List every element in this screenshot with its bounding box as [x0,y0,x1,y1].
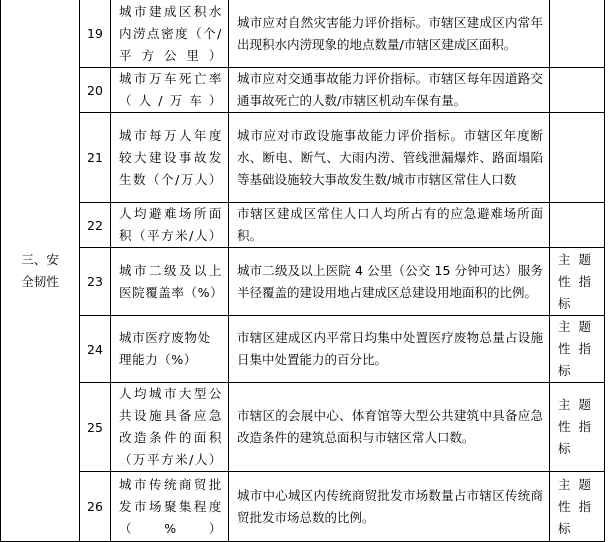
row-number: 22 [80,203,111,248]
row-number: 23 [80,248,111,316]
row-number: 20 [80,68,111,113]
indicator-type [550,316,605,383]
table-row [1,472,605,542]
indicator-name: 城市建成区积水内涝点密度（个/平方公里） [111,0,229,68]
indicator-definition: 市辖区建成区内平常日均集中处置医疗废物总量占设施日集中处置能力的百分比。 [229,316,550,383]
table-row [1,383,605,472]
indicator-name: 城市万车死亡率（人/万车） [111,68,229,113]
indicator-definition: 市辖区建成区常住人口人均所占有的应急避难场所面积。 [229,203,550,248]
indicator-name: 城市每万人年度较大建设事故发生数（个/万人） [111,113,229,203]
indicator-name: 人均避难场所面积（平方米/人） [111,203,229,248]
indicator-name: 人均城市大型公共设施具备应急改造条件的面积（万平方米/人） [111,383,229,472]
indicator-type [550,0,605,68]
row-number: 21 [80,113,111,203]
category-label: 三、安全韧性 [21,251,59,289]
indicator-definition: 城市应对交通事故能力评价指标。市辖区每年因道路交通事故死亡的人数/市辖区机动车保有量。 [229,68,550,113]
table-row [1,68,605,113]
indicator-type-label: 主 题 性 指 标 [558,476,591,536]
table-row [1,113,605,203]
table-row [1,0,605,68]
table-row [1,203,605,248]
indicator-type [550,472,605,542]
row-number: 19 [80,0,111,68]
table-row [1,248,605,316]
indicator-definition: 城市应对自然灾害能力评价指标。市辖区建成区内常年出现积水内涝现象的地点数量/市辖区建成区面积。 [229,0,550,68]
row-number: 25 [80,383,111,472]
indicator-type [550,68,605,113]
row-number: 24 [80,316,111,383]
indicator-type [550,203,605,248]
indicator-type-label: 主 题 性 指 标 [558,251,591,311]
category-cell [1,0,80,542]
indicator-type-label: 主 题 性 指 标 [558,397,591,456]
indicator-type-label: 主 题 性 指 标 [558,319,591,378]
indicator-definition: 城市二级及以上医院 4 公里（公交 15 分钟可达）服务半径覆盖的建设用地占建成区总建设用地面积的比例。 [229,248,550,316]
indicator-definition: 市辖区的会展中心、体育馆等大型公共建筑中具备应急改造条件的建筑总面积与市辖区常人口数。 [229,383,550,472]
indicator-type [550,383,605,472]
indicator-name: 城市传统商贸批发市场聚集程度（%） [111,472,229,542]
indicator-type [550,113,605,203]
indicator-type [550,248,605,316]
table-row [1,316,605,383]
indicator-name: 城市医疗废物处理能力（%） [111,316,229,383]
indicator-name: 城市二级及以上医院覆盖率（%） [111,248,229,316]
indicator-definition: 城市应对市政设施事故能力评价指标。市辖区年度断水、断电、断气、大雨内涝、管线泄漏爆炸、路面塌陷等基础设施较大事故发生数/城市市辖区常住人口数 [229,113,550,203]
indicator-definition: 城市中心城区内传统商贸批发市场数量占市辖区传统商贸批发市场总数的比例。 [229,472,550,542]
row-number: 26 [80,472,111,542]
